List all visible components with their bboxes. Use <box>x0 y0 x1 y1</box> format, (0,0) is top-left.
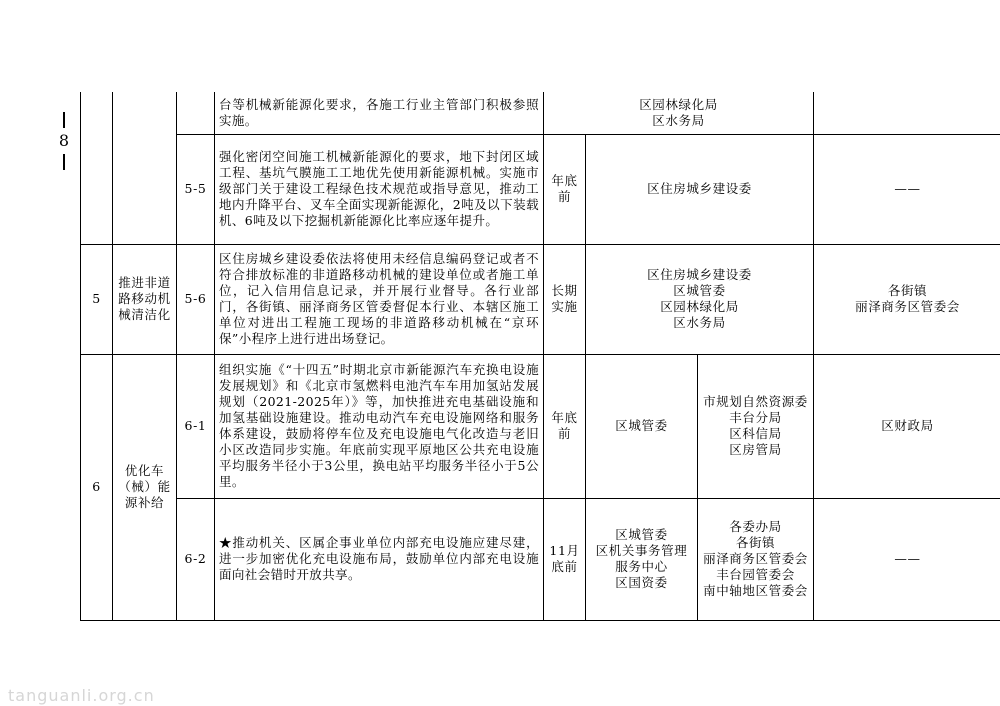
sub-number-cell: 5-6 <box>177 244 215 354</box>
table-row <box>81 498 1000 620</box>
lead-unit-cell-2: 各委办局 各街镇 丽泽商务区管委会 丰台园管委会 南中轴地区管委会 <box>698 498 814 620</box>
page-number <box>57 112 71 170</box>
lead-unit-cell: 区城管委 <box>586 354 698 498</box>
measures-table <box>80 92 1000 621</box>
table-row <box>81 244 1000 354</box>
lead-unit-cell-2: 市规划自然资源委丰台分局 区科信局 区房管局 <box>698 354 814 498</box>
table-row <box>81 354 1000 498</box>
lead-unit-cell: 区住房城乡建设委 区城管委 区园林绿化局 区水务局 <box>586 244 814 354</box>
cooperating-unit-cell <box>814 92 1000 134</box>
lead-unit-cell: 区住房城乡建设委 <box>586 134 814 244</box>
table-row <box>81 92 1000 134</box>
sub-number-cell <box>177 92 215 134</box>
sub-number-cell: 5-5 <box>177 134 215 244</box>
time-cell: 长期实施 <box>544 244 586 354</box>
time-cell: 11月底前 <box>544 498 586 620</box>
content-cell: 区住房城乡建设委依法将使用未经信息编码登记或者不符合排放标准的非道路移动机械的建设单位或者施工单位，记入信用信息记录，并开展行业督导。各行业部门，各街镇、丽泽商务区管委督促本行业、本辖区施工单位对进出工程施工现场的非道路移动机械在“京环保”小程序上进行进出场登记。 <box>215 244 544 354</box>
content-cell: 强化密闭空间施工机械新能源化的要求，地下封闭区域工程、基坑气膜施工工地优先使用新能源机械。实施市级部门关于建设工程绿色技术规范或指导意见，推动工地内升降平台、叉车全面实现新能源化，2吨及以下装载机、6吨及以下挖掘机新能源化比率应逐年提升。 <box>215 134 544 244</box>
sub-number-cell: 6-2 <box>177 498 215 620</box>
content-cell: 台等机械新能源化要求，各施工行业主管部门积极参照实施。 <box>215 92 544 134</box>
content-cell: ★推动机关、区属企事业单位内部充电设施应建尽建，进一步加密优化充电设施布局，鼓励单位内部充电设施面向社会错时开放共享。 <box>215 498 544 620</box>
cooperating-unit-cell: —— <box>814 498 1000 620</box>
cooperating-unit-cell: —— <box>814 134 1000 244</box>
lead-unit-cell: 区园林绿化局 区水务局 <box>544 92 814 134</box>
watermark-text: tanguanli.org.cn <box>8 686 155 705</box>
page-number-dash-bottom <box>63 154 65 170</box>
table-row <box>81 134 1000 244</box>
sub-number-cell: 6-1 <box>177 354 215 498</box>
task-cell <box>113 92 177 244</box>
content-cell: 组织实施《“十四五”时期北京市新能源汽车充换电设施发展规划》和《北京市氢燃料电池汽车车用加氢站发展规划（2021-2025年）》等，加快推进充电基础设施和加氢基础设施建设。推动电动汽车充电设施网络和服务体系建设，鼓励将停车位及充电设施电气化改造与老旧小区改造同步实施。年底前实现平原地区公共充电设施平均服务半径小于3公里，换电站平均服务半径小于5公里。 <box>215 354 544 498</box>
item-number-cell: 5 <box>81 244 113 354</box>
page-number-dash-top <box>63 112 65 128</box>
time-cell: 年底前 <box>544 354 586 498</box>
task-cell: 推进非道路移动机械清洁化 <box>113 244 177 354</box>
time-cell: 年底前 <box>544 134 586 244</box>
cooperating-unit-cell: 各街镇 丽泽商务区管委会 <box>814 244 1000 354</box>
item-number-cell: 6 <box>81 354 113 620</box>
page-number-value: 8 <box>58 131 70 150</box>
lead-unit-cell: 区城管委 区机关事务管理服务中心 区国资委 <box>586 498 698 620</box>
cooperating-unit-cell: 区财政局 <box>814 354 1000 498</box>
task-cell: 优化车（械）能源补给 <box>113 354 177 620</box>
item-number-cell <box>81 92 113 244</box>
